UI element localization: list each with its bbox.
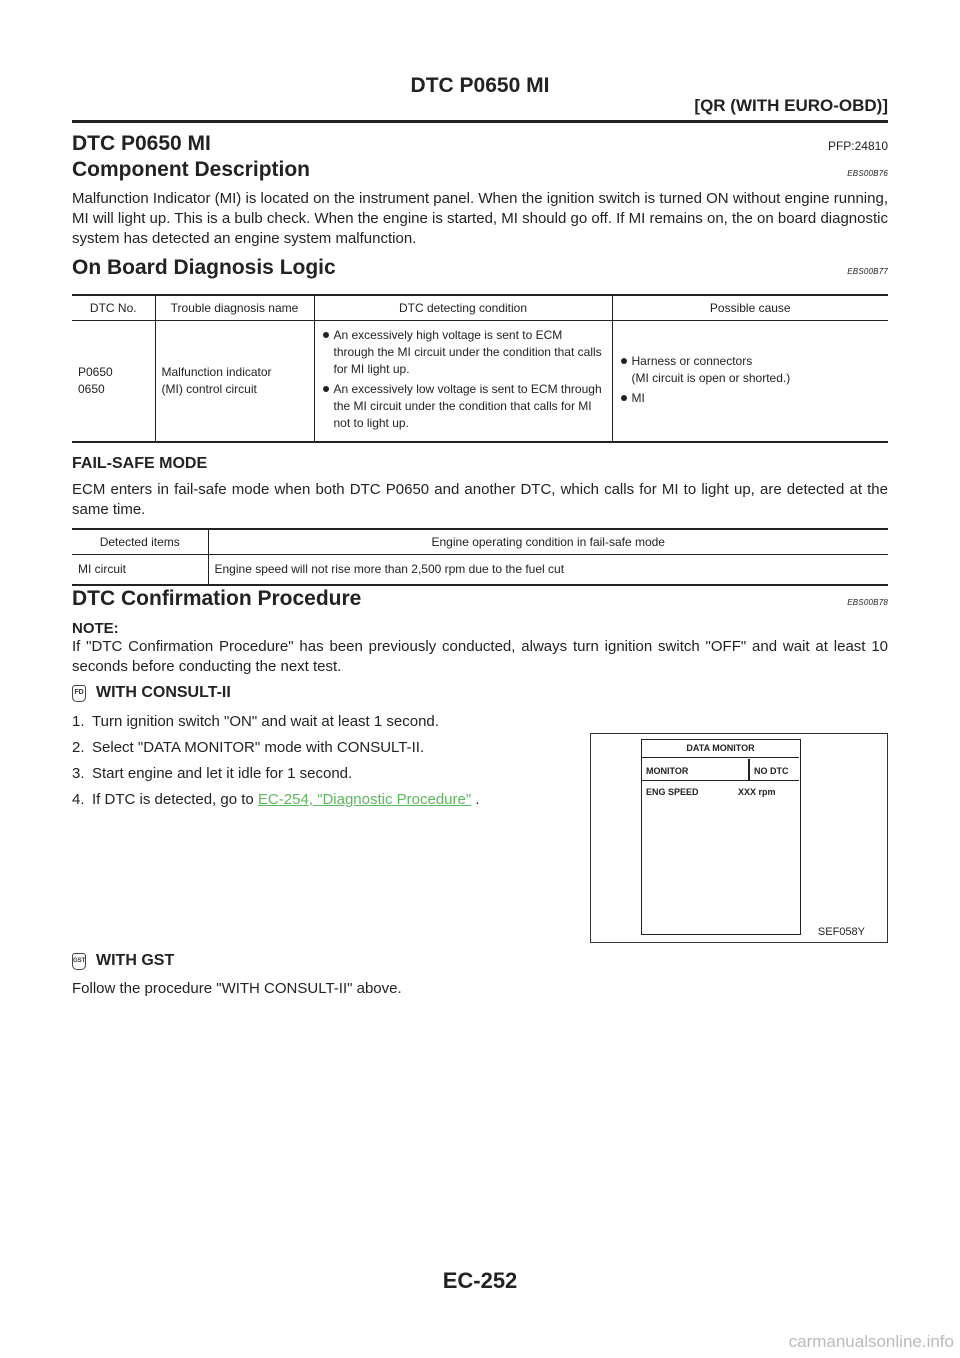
table-header: DTC detecting condition [314, 295, 612, 321]
table-header-row [72, 529, 888, 555]
page-number: EC-252 [442, 1268, 518, 1293]
table-header: Detected items [72, 529, 208, 555]
section-code: EBS00B78 [847, 598, 888, 607]
table-row [72, 321, 888, 443]
list-item: An excessively high voltage is sent to ECM through the MI circuit under the condition that calls for MI light up. [321, 327, 606, 378]
section-code: EBS00B76 [847, 169, 888, 178]
consult-steps [72, 712, 552, 810]
consult-section [72, 684, 552, 816]
consult-heading: FD WITH CONSULT-II [72, 684, 552, 702]
condition-cell [314, 321, 612, 443]
diagnostic-procedure-link[interactable]: EC-254, "Diagnostic Procedure" [257, 791, 472, 808]
note-label: NOTE: [72, 620, 119, 637]
main-title-row [72, 132, 888, 156]
failsafe-text: ECM enters in fail-safe mode when both DTC P0650 and another DTC, which calls for MI to light up, are detected at the same time. [72, 481, 888, 518]
watermark: carmanualsonline.info [788, 1332, 954, 1351]
screen-monitor-label: MONITOR [646, 766, 689, 776]
table-header: Engine operating condition in fail-safe mode [208, 529, 888, 555]
header-rule [72, 120, 888, 123]
confirmation-section [72, 587, 888, 677]
table-header-row [72, 295, 888, 321]
screen-item-label: ENG SPEED [646, 787, 699, 797]
component-description-section [72, 158, 888, 249]
consult-screen [641, 739, 801, 935]
failsafe-table-wrap [72, 528, 888, 586]
main-title: DTC P0650 MI PFP:24810 [72, 132, 888, 155]
gst-heading: GST WITH GST [73, 952, 175, 969]
obd-logic-table [72, 294, 888, 443]
component-description-heading: Component Description EBS00B76 [72, 158, 888, 181]
failsafe-heading: FAIL-SAFE MODE [72, 455, 208, 472]
list-item: Harness or connectors (MI circuit is open or shorted.) [619, 353, 883, 387]
failsafe-table [72, 528, 888, 586]
page-header-subtitle: [QR (WITH EURO-OBD)] [694, 96, 888, 115]
table-cell: Engine speed will not rise more than 2,500 rpm due to the fuel cut [208, 555, 888, 586]
dtc-no-cell: P0650 0650 [72, 321, 155, 443]
table-header: Trouble diagnosis name [155, 295, 314, 321]
failsafe-section [72, 455, 888, 520]
component-description-text: Malfunction Indicator (MI) is located on the instrument panel. When the ignition switch is turned ON without engine running, MI will light up. This is a bulb check. When the engine is started, MI should go off. If MI remains on, the on board diagnostic system has detected an engine system malfunction. [72, 190, 888, 247]
screen-title: DATA MONITOR [686, 743, 755, 753]
gst-section [72, 952, 888, 999]
table-row [72, 555, 888, 586]
screen-no-dtc: NO DTC [754, 766, 789, 776]
obd-logic-table-wrap [72, 294, 888, 443]
list-item: An excessively low voltage is sent to ECM through the MI circuit under the condition that calls for MI not to light up. [321, 381, 606, 432]
figure-ref: SEF058Y [817, 926, 865, 938]
list-item: 3. Start engine and let it idle for 1 second. [72, 765, 353, 782]
table-header: DTC No. [72, 295, 155, 321]
list-item: 1. Turn ignition switch "ON" and wait at least 1 second. [72, 713, 439, 730]
diag-name-cell: Malfunction indicator (MI) control circuit [155, 321, 314, 443]
pfp-code: PFP:24810 [827, 139, 888, 153]
section-code: EBS00B77 [847, 267, 888, 276]
confirmation-heading: DTC Confirmation Procedure EBS00B78 [72, 587, 888, 610]
list-item: 2. Select "DATA MONITOR" mode with CONSULT-II. [72, 739, 425, 756]
data-monitor-figure [590, 733, 888, 943]
table-cell: MI circuit [72, 555, 208, 586]
note-text: If "DTC Confirmation Procedure" has been previously conducted, always turn ignition switch "OFF" and wait at least 10 seconds before conducting the next test. [72, 638, 888, 675]
list-item: MI [619, 390, 883, 407]
obd-logic-heading: On Board Diagnosis Logic EBS00B77 [72, 256, 888, 279]
cause-cell [612, 321, 888, 443]
page-header-title: DTC P0650 MI [410, 74, 550, 97]
consult-tool-icon: FD [72, 685, 86, 702]
list-item: 4. If DTC is detected, go to EC-254, "Diagnostic Procedure" . [72, 791, 480, 808]
table-header: Possible cause [612, 295, 888, 321]
gst-tool-icon: GST [72, 953, 86, 970]
gst-text: Follow the procedure "WITH CONSULT-II" above. [72, 980, 402, 997]
obd-logic-section [72, 256, 888, 280]
screen-item-value: XXX rpm [738, 787, 776, 797]
